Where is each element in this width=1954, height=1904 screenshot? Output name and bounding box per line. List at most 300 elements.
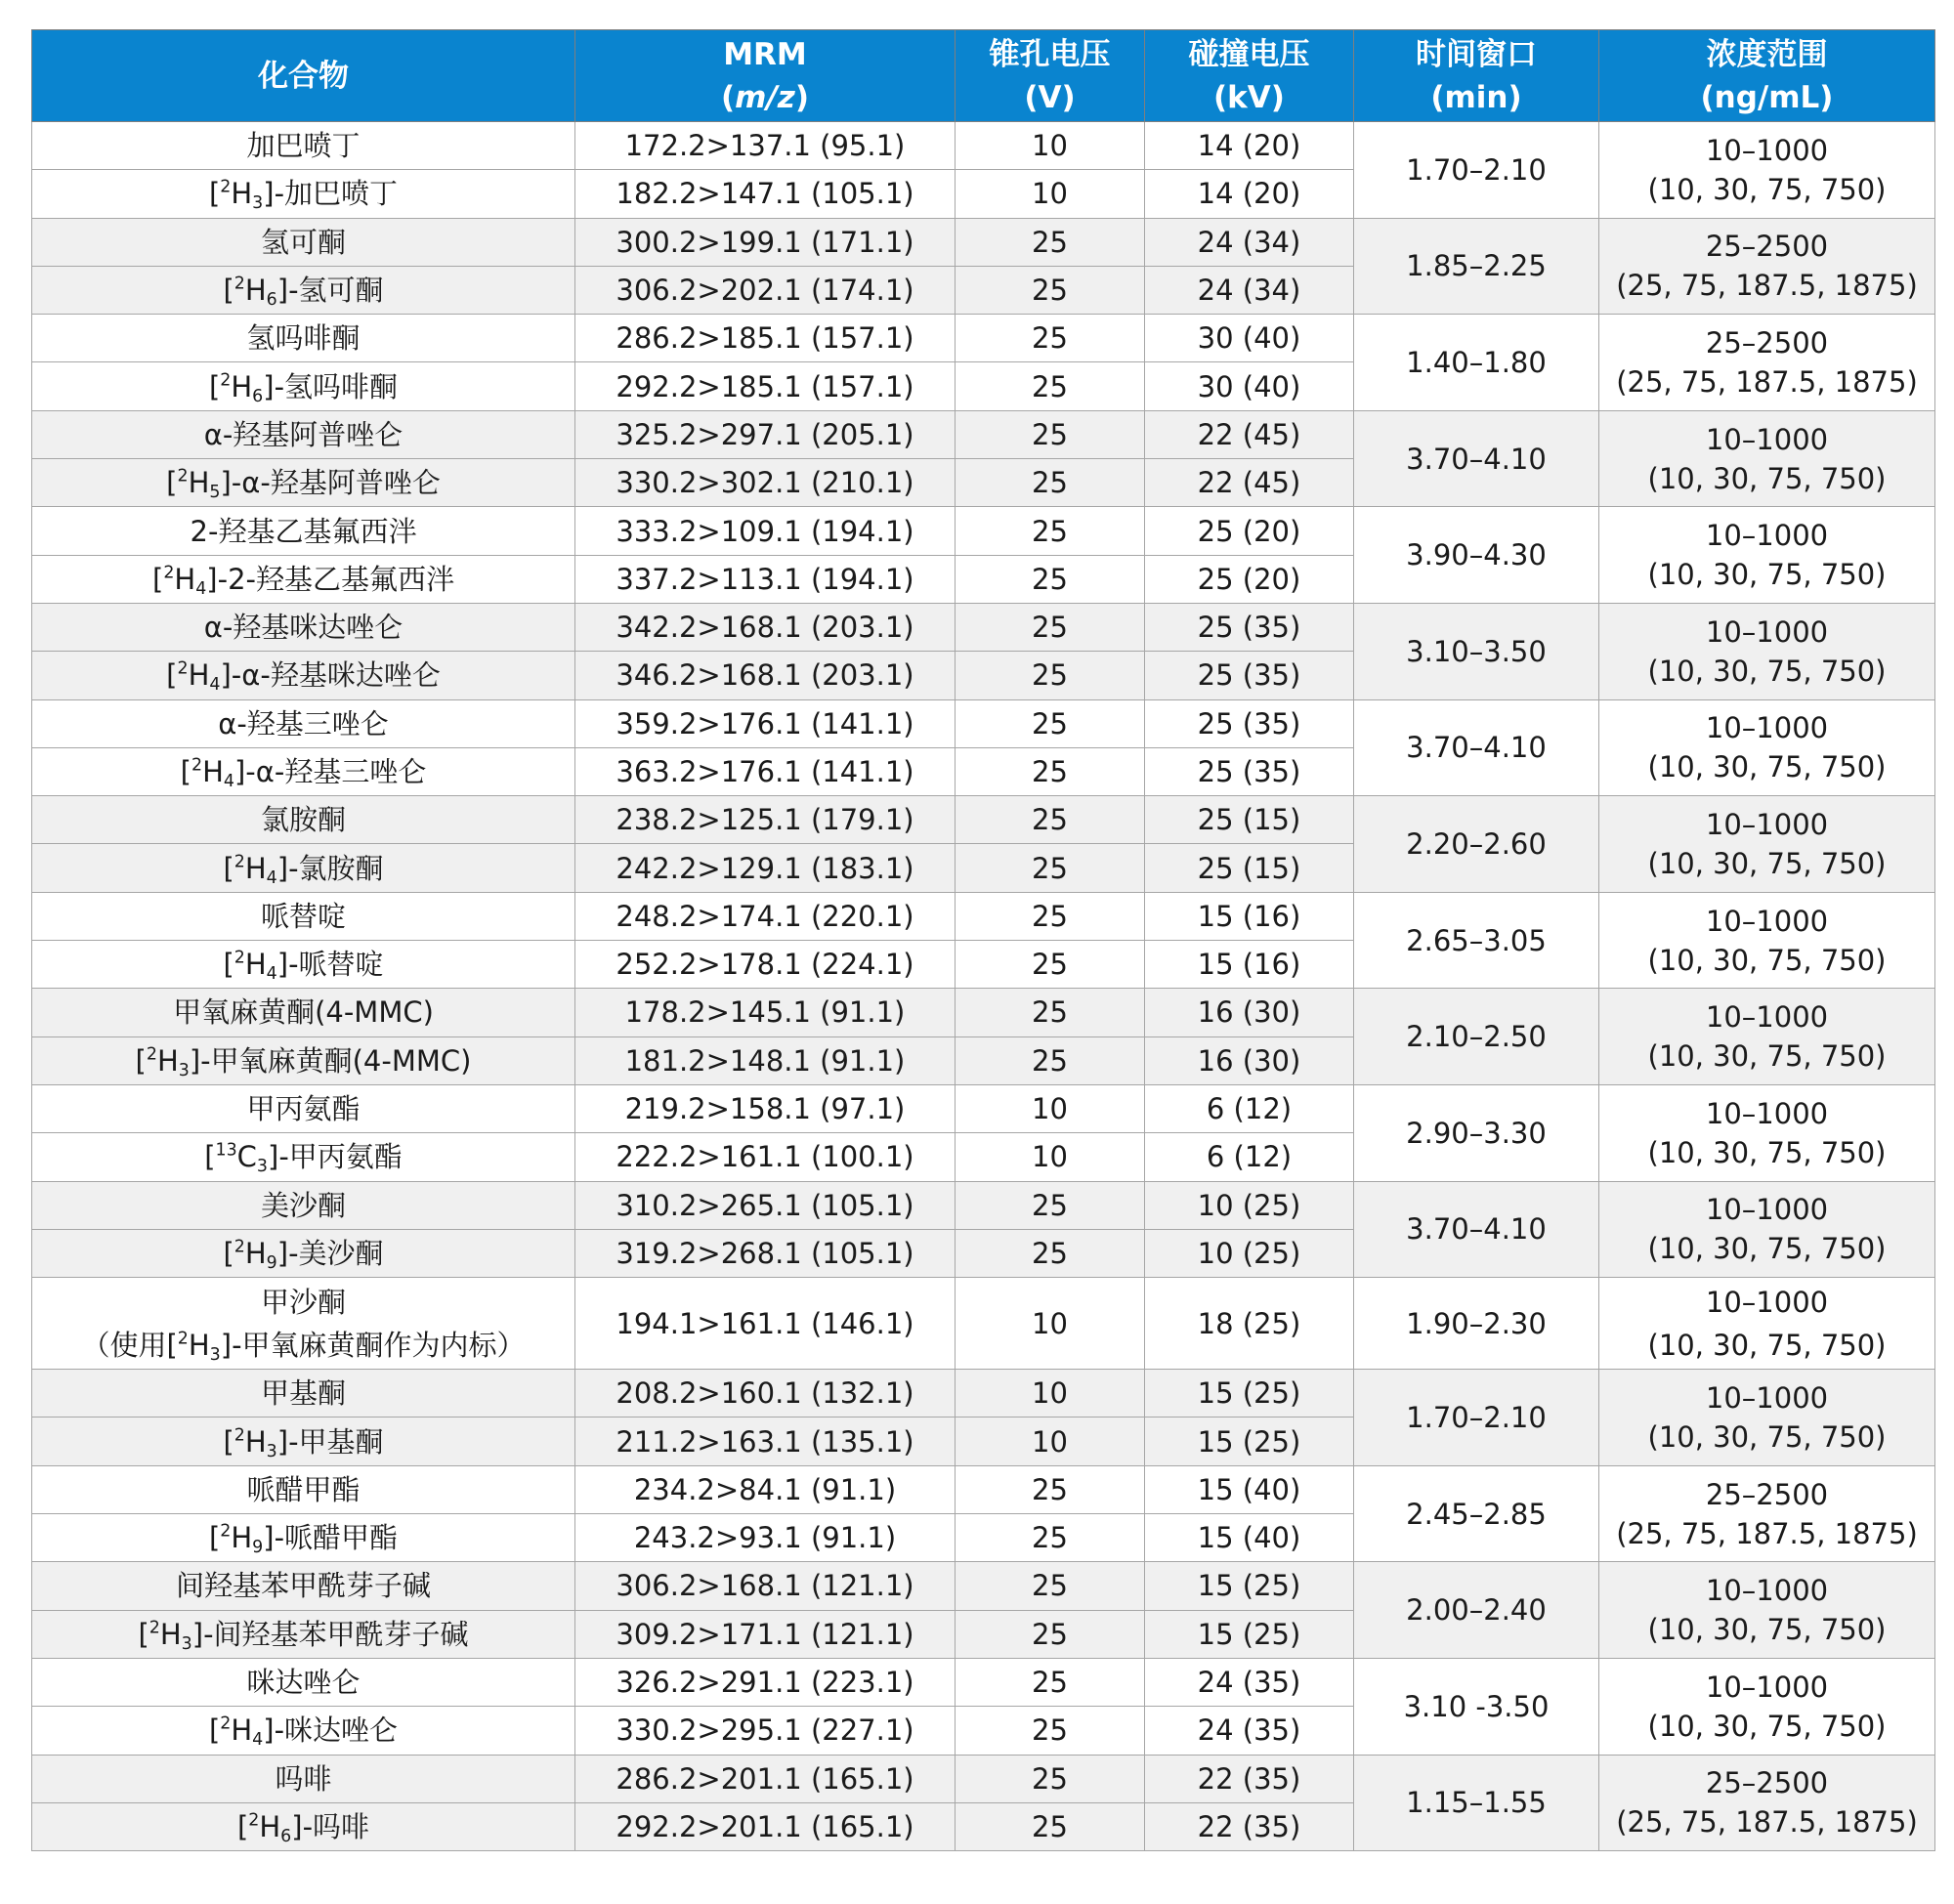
table-row bbox=[32, 1370, 1935, 1417]
mrm-cell bbox=[575, 1229, 956, 1277]
compound-name-suffix: ]-咪达唑仑 bbox=[263, 1714, 399, 1748]
bracket-open: [ bbox=[223, 274, 234, 308]
collision-voltage: 22 (45) bbox=[1197, 466, 1301, 500]
time-window: 2.20–2.60 bbox=[1406, 826, 1547, 861]
calibration-levels: (10, 30, 75, 750) bbox=[1647, 1328, 1887, 1362]
collision-voltage: 6 (12) bbox=[1206, 1092, 1293, 1126]
collision-voltage-cell bbox=[1145, 941, 1354, 989]
compound-name: 甲基酮 bbox=[260, 1376, 346, 1411]
mrm-cell bbox=[575, 844, 956, 892]
isotope-count: 4 bbox=[209, 675, 221, 696]
mrm-cell bbox=[575, 1278, 956, 1370]
cone-voltage-cell bbox=[956, 1133, 1145, 1181]
collision-voltage-cell bbox=[1145, 892, 1354, 940]
compound-name: 甲丙氨酯 bbox=[246, 1092, 361, 1126]
mrm-transition: 346.2>168.1 (203.1) bbox=[616, 658, 914, 693]
compound-cell bbox=[32, 1084, 575, 1132]
compound-name: 哌醋甲酯 bbox=[246, 1472, 361, 1506]
time-window-cell bbox=[1354, 796, 1599, 893]
compound-note bbox=[36, 1324, 571, 1367]
mrm-cell bbox=[575, 555, 956, 603]
table-row bbox=[32, 1658, 1935, 1706]
collision-voltage: 16 (30) bbox=[1197, 995, 1301, 1030]
collision-voltage-cell bbox=[1145, 218, 1354, 266]
collision-voltage: 22 (35) bbox=[1197, 1809, 1301, 1843]
collision-voltage-cell bbox=[1145, 1084, 1354, 1132]
isotope-mass: 2 bbox=[248, 1810, 260, 1831]
mrm-cell bbox=[575, 218, 956, 266]
cone-voltage-cell bbox=[956, 218, 1145, 266]
isotope-element: H bbox=[244, 851, 267, 885]
collision-voltage-cell bbox=[1145, 315, 1354, 362]
isotope-count: 3 bbox=[266, 1441, 277, 1461]
mrm-cell bbox=[575, 989, 956, 1037]
isotope-mass: 2 bbox=[234, 852, 245, 872]
isotope-count: 9 bbox=[266, 1253, 277, 1274]
cone-voltage-cell bbox=[956, 652, 1145, 699]
mrm-transition: 234.2>84.1 (91.1) bbox=[633, 1472, 897, 1506]
mrm-cell bbox=[575, 1610, 956, 1658]
compound-cell bbox=[32, 1181, 575, 1229]
mrm-transition: 242.2>129.1 (183.1) bbox=[616, 851, 914, 885]
mrm-transition: 326.2>291.1 (223.1) bbox=[616, 1666, 914, 1700]
isotope-mass: 2 bbox=[146, 1044, 157, 1065]
collision-voltage: 25 (20) bbox=[1197, 514, 1301, 548]
mrm-cell bbox=[575, 1037, 956, 1084]
bracket-open: [ bbox=[180, 755, 191, 788]
time-window: 3.90–4.30 bbox=[1406, 538, 1547, 572]
cone-voltage: 25 bbox=[1032, 1666, 1068, 1700]
mrm-cell bbox=[575, 410, 956, 458]
labeled-compound-name bbox=[136, 1044, 472, 1078]
compound-mrm-table bbox=[31, 29, 1935, 1851]
isotope-count: 3 bbox=[256, 1157, 268, 1177]
concentration-range: 10–1000 bbox=[1705, 807, 1829, 841]
mrm-cell bbox=[575, 1370, 956, 1417]
isotope-count: 4 bbox=[266, 964, 277, 985]
time-window-cell bbox=[1354, 507, 1599, 604]
table-row bbox=[32, 603, 1935, 651]
compound-cell bbox=[32, 941, 575, 989]
labeled-compound-name bbox=[204, 1140, 403, 1177]
labeled-compound-name bbox=[223, 851, 384, 888]
compound-name: 间羟基苯甲酰芽子碱 bbox=[175, 1569, 431, 1603]
cone-voltage-cell bbox=[956, 410, 1145, 458]
mrm-transition: 211.2>163.1 (135.1) bbox=[616, 1424, 914, 1459]
collision-voltage-cell bbox=[1145, 652, 1354, 699]
time-window-cell bbox=[1354, 1755, 1599, 1851]
mrm-cell bbox=[575, 1514, 956, 1562]
labeled-compound-name bbox=[223, 1425, 383, 1459]
concentration-range: 10–1000 bbox=[1705, 1670, 1829, 1704]
collision-voltage: 22 (45) bbox=[1197, 417, 1301, 451]
cone-voltage: 25 bbox=[1032, 562, 1068, 596]
concentration-range: 10–1000 bbox=[1705, 1574, 1829, 1608]
compound-cell bbox=[32, 844, 575, 892]
compound-cell bbox=[32, 747, 575, 795]
table-row bbox=[32, 507, 1935, 555]
labeled-compound-name bbox=[180, 755, 427, 792]
mrm-cell bbox=[575, 747, 956, 795]
concentration-range-cell bbox=[1599, 507, 1935, 604]
compound-name-suffix: ]-氯胺酮 bbox=[276, 851, 384, 885]
compound-cell bbox=[32, 796, 575, 844]
time-window: 3.70–4.10 bbox=[1406, 1212, 1547, 1247]
mrm-transition: 181.2>148.1 (91.1) bbox=[624, 1043, 906, 1078]
collision-voltage: 25 (15) bbox=[1197, 803, 1301, 837]
cone-voltage: 25 bbox=[1032, 1472, 1068, 1506]
mrm-cell bbox=[575, 603, 956, 651]
bracket-open: [ bbox=[152, 562, 164, 596]
labeled-compound-name bbox=[223, 948, 384, 985]
compound-name: 哌替啶 bbox=[260, 899, 346, 933]
mrm-transition: 222.2>161.1 (100.1) bbox=[616, 1140, 914, 1174]
isotope-mass: 2 bbox=[149, 1618, 160, 1638]
isotope-element: H bbox=[202, 755, 224, 788]
collision-voltage-cell bbox=[1145, 362, 1354, 410]
isotope-count: 3 bbox=[252, 193, 264, 214]
collision-voltage: 24 (35) bbox=[1197, 1666, 1301, 1700]
cone-voltage: 25 bbox=[1032, 1188, 1068, 1222]
mrm-cell bbox=[575, 459, 956, 507]
collision-voltage-cell bbox=[1145, 1755, 1354, 1802]
cone-voltage-cell bbox=[956, 555, 1145, 603]
compound-cell bbox=[32, 1278, 575, 1370]
note-prefix: （使用[ bbox=[81, 1328, 178, 1362]
labeled-compound-name bbox=[236, 1809, 370, 1847]
collision-voltage: 25 (15) bbox=[1197, 851, 1301, 885]
mrm-transition: 342.2>168.1 (203.1) bbox=[616, 611, 914, 645]
cone-voltage-cell bbox=[956, 266, 1145, 314]
compound-name: 甲氧麻黄酮(4-MMC) bbox=[173, 995, 434, 1030]
collision-voltage: 15 (40) bbox=[1197, 1472, 1301, 1506]
isotope-mass: 2 bbox=[234, 1425, 245, 1446]
isotope-count: 6 bbox=[266, 290, 277, 311]
header-cone-unit: (V) bbox=[1024, 79, 1076, 115]
cone-voltage-cell bbox=[956, 1370, 1145, 1417]
collision-voltage: 15 (40) bbox=[1197, 1521, 1301, 1555]
time-window-cell bbox=[1354, 892, 1599, 989]
compound-name: 咪达唑仑 bbox=[246, 1666, 361, 1700]
isotope-element: H bbox=[231, 177, 253, 211]
collision-voltage-cell bbox=[1145, 699, 1354, 747]
collision-voltage: 22 (35) bbox=[1197, 1761, 1301, 1796]
time-window: 1.85–2.25 bbox=[1406, 249, 1547, 283]
concentration-range: 10–1000 bbox=[1705, 133, 1829, 167]
mrm-transition: 363.2>176.1 (141.1) bbox=[616, 755, 914, 788]
collision-voltage: 15 (25) bbox=[1197, 1617, 1301, 1651]
collision-voltage-cell bbox=[1145, 1514, 1354, 1562]
cone-voltage-cell bbox=[956, 362, 1145, 410]
labeled-compound-name bbox=[166, 466, 441, 503]
compound-cell bbox=[32, 603, 575, 651]
time-window-cell bbox=[1354, 1465, 1599, 1562]
time-window: 1.70–2.10 bbox=[1406, 152, 1547, 187]
collision-voltage-cell bbox=[1145, 1417, 1354, 1465]
cone-voltage-cell bbox=[956, 1417, 1145, 1465]
compound-cell bbox=[32, 1465, 575, 1513]
isotope-mass: 2 bbox=[163, 563, 175, 583]
mrm-transition: 330.2>302.1 (210.1) bbox=[616, 466, 914, 500]
concentration-range-cell bbox=[1599, 699, 1935, 796]
cone-voltage: 10 bbox=[1032, 1092, 1068, 1126]
header-row bbox=[32, 30, 1935, 122]
mrm-cell bbox=[575, 266, 956, 314]
compound-name: 氢吗啡酮 bbox=[246, 321, 361, 356]
calibration-levels: (25, 75, 187.5, 1875) bbox=[1616, 269, 1918, 303]
bracket-open: [ bbox=[208, 177, 221, 211]
mrm-cell bbox=[575, 699, 956, 747]
bracket-open: [ bbox=[135, 1043, 147, 1078]
collision-voltage-cell bbox=[1145, 1802, 1354, 1850]
compound-name: 加巴喷丁 bbox=[246, 129, 361, 163]
mrm-transition: 319.2>268.1 (105.1) bbox=[616, 1236, 914, 1270]
mrm-cell bbox=[575, 1755, 956, 1802]
calibration-levels: (10, 30, 75, 750) bbox=[1647, 558, 1887, 592]
collision-voltage-cell bbox=[1145, 555, 1354, 603]
isotope-element: H bbox=[231, 369, 253, 403]
bracket-open: [ bbox=[166, 658, 178, 693]
cone-voltage-cell bbox=[956, 1755, 1145, 1802]
collision-voltage: 6 (12) bbox=[1206, 1140, 1293, 1174]
bracket-open: [ bbox=[204, 1140, 216, 1174]
cone-voltage-cell bbox=[956, 796, 1145, 844]
concentration-range-cell bbox=[1599, 1755, 1935, 1851]
calibration-levels: (25, 75, 187.5, 1875) bbox=[1616, 1805, 1918, 1840]
compound-cell bbox=[32, 1037, 575, 1084]
time-window: 3.10–3.50 bbox=[1406, 634, 1547, 668]
concentration-range-cell bbox=[1599, 1181, 1935, 1278]
isotope-element: H bbox=[174, 562, 196, 596]
isotope-element: H bbox=[188, 1328, 210, 1362]
header-window-label: 时间窗口 bbox=[1416, 36, 1537, 72]
isotope-mass: 2 bbox=[220, 1714, 232, 1735]
cone-voltage: 25 bbox=[1032, 1761, 1068, 1796]
mrm-transition: 310.2>265.1 (105.1) bbox=[616, 1188, 914, 1222]
compound-name: 甲沙酮 bbox=[260, 1285, 346, 1319]
time-window-cell bbox=[1354, 410, 1599, 507]
collision-voltage-cell bbox=[1145, 1229, 1354, 1277]
mrm-transition: 292.2>201.1 (165.1) bbox=[616, 1809, 914, 1843]
table-row bbox=[32, 1465, 1935, 1513]
header-compound bbox=[32, 30, 575, 122]
calibration-levels: (10, 30, 75, 750) bbox=[1647, 1419, 1887, 1454]
collision-voltage: 24 (35) bbox=[1197, 1714, 1301, 1748]
concentration-range: 25–2500 bbox=[1705, 325, 1829, 360]
collision-voltage: 15 (25) bbox=[1197, 1569, 1301, 1603]
isotope-mass: 2 bbox=[177, 659, 189, 680]
collision-voltage: 10 (25) bbox=[1197, 1188, 1301, 1222]
compound-cell bbox=[32, 1658, 575, 1706]
cone-voltage-cell bbox=[956, 1037, 1145, 1084]
calibration-levels: (25, 75, 187.5, 1875) bbox=[1616, 364, 1918, 399]
compound-name-suffix: ]-吗啡 bbox=[291, 1809, 370, 1843]
mrm-transition: 178.2>145.1 (91.1) bbox=[624, 995, 906, 1030]
isotope-element: H bbox=[259, 1809, 281, 1843]
concentration-range: 10–1000 bbox=[1705, 1000, 1829, 1035]
time-window-cell bbox=[1354, 989, 1599, 1085]
isotope-element: H bbox=[244, 1236, 267, 1270]
cone-voltage: 25 bbox=[1032, 274, 1068, 308]
cone-voltage: 10 bbox=[1032, 1306, 1068, 1340]
cone-voltage-cell bbox=[956, 1514, 1145, 1562]
cone-voltage: 10 bbox=[1032, 1424, 1068, 1459]
cone-voltage-cell bbox=[956, 892, 1145, 940]
isotope-count: 5 bbox=[209, 483, 221, 503]
mrm-transition: 172.2>137.1 (95.1) bbox=[624, 129, 906, 163]
compound-cell bbox=[32, 989, 575, 1037]
mrm-cell bbox=[575, 652, 956, 699]
compound-name-suffix: ]-氢可酮 bbox=[276, 274, 384, 308]
cone-voltage: 25 bbox=[1032, 225, 1068, 259]
time-window: 1.15–1.55 bbox=[1406, 1786, 1547, 1820]
collision-voltage: 15 (16) bbox=[1197, 948, 1301, 982]
compound-name-suffix: ]-α-羟基阿普唑仑 bbox=[220, 466, 441, 500]
time-window-cell bbox=[1354, 1658, 1599, 1755]
cone-voltage-cell bbox=[956, 989, 1145, 1037]
compound-name-suffix: ]-哌醋甲酯 bbox=[263, 1521, 399, 1555]
concentration-range: 25–2500 bbox=[1705, 1477, 1829, 1511]
cone-voltage-cell bbox=[956, 315, 1145, 362]
collision-voltage-cell bbox=[1145, 1658, 1354, 1706]
collision-voltage-cell bbox=[1145, 1278, 1354, 1370]
mrm-transition: 325.2>297.1 (205.1) bbox=[616, 417, 914, 451]
isotope-count: 4 bbox=[266, 867, 277, 888]
concentration-range-cell bbox=[1599, 892, 1935, 989]
time-window: 1.40–1.80 bbox=[1406, 345, 1547, 379]
collision-voltage: 25 (35) bbox=[1197, 755, 1301, 788]
compound-cell bbox=[32, 1610, 575, 1658]
collision-voltage: 24 (34) bbox=[1197, 274, 1301, 308]
cone-voltage-cell bbox=[956, 507, 1145, 555]
mrm-transition: 243.2>93.1 (91.1) bbox=[633, 1521, 897, 1555]
concentration-range: 10–1000 bbox=[1705, 1096, 1829, 1130]
isotope-count: 3 bbox=[178, 1061, 190, 1080]
labeled-compound-name bbox=[223, 274, 384, 311]
collision-voltage: 25 (35) bbox=[1197, 611, 1301, 645]
cone-voltage: 25 bbox=[1032, 1236, 1068, 1270]
concentration-range-cell bbox=[1599, 989, 1935, 1085]
isotope-count: 4 bbox=[252, 1730, 264, 1751]
cone-voltage: 25 bbox=[1032, 899, 1068, 933]
concentration-range: 25–2500 bbox=[1705, 1766, 1829, 1800]
collision-voltage-cell bbox=[1145, 122, 1354, 170]
concentration-range: 10–1000 bbox=[1705, 422, 1829, 456]
mrm-transition: 286.2>201.1 (165.1) bbox=[616, 1761, 914, 1796]
cone-voltage-cell bbox=[956, 122, 1145, 170]
compound-cell bbox=[32, 122, 575, 170]
isotope-mass: 2 bbox=[177, 1329, 189, 1349]
concentration-range: 25–2500 bbox=[1705, 230, 1829, 264]
time-window: 2.45–2.85 bbox=[1406, 1497, 1547, 1531]
isotope-mass: 13 bbox=[215, 1141, 237, 1162]
mrm-cell bbox=[575, 170, 956, 218]
cone-voltage: 10 bbox=[1032, 1140, 1068, 1174]
cone-voltage: 25 bbox=[1032, 755, 1068, 788]
table-row bbox=[32, 1278, 1935, 1370]
mrm-transition: 238.2>125.1 (179.1) bbox=[616, 803, 914, 837]
header-range-unit: (ng/mL) bbox=[1700, 79, 1834, 115]
mrm-cell bbox=[575, 796, 956, 844]
table-header bbox=[32, 30, 1935, 122]
calibration-levels: (10, 30, 75, 750) bbox=[1647, 654, 1887, 688]
compound-name-suffix: ]-α-羟基三唑仑 bbox=[234, 755, 427, 788]
mrm-transition: 219.2>158.1 (97.1) bbox=[624, 1092, 906, 1126]
compound-name-suffix: ]-甲基酮 bbox=[276, 1424, 384, 1459]
labeled-compound-name bbox=[166, 658, 441, 696]
collision-voltage: 15 (25) bbox=[1197, 1376, 1301, 1411]
concentration-range-cell bbox=[1599, 218, 1935, 315]
time-window: 3.70–4.10 bbox=[1406, 731, 1547, 765]
table-row bbox=[32, 1755, 1935, 1802]
cone-voltage: 25 bbox=[1032, 369, 1068, 403]
labeled-compound-name bbox=[138, 1617, 469, 1654]
mrm-cell bbox=[575, 315, 956, 362]
time-window-cell bbox=[1354, 603, 1599, 699]
labeled-compound-name bbox=[208, 369, 399, 406]
compound-cell bbox=[32, 699, 575, 747]
time-window-cell bbox=[1354, 1278, 1599, 1370]
bracket-open: [ bbox=[208, 1521, 221, 1555]
header-window-unit: (min) bbox=[1430, 79, 1522, 115]
time-window: 1.90–2.30 bbox=[1406, 1306, 1547, 1340]
calibration-levels: (10, 30, 75, 750) bbox=[1647, 1709, 1887, 1743]
mrm-cell bbox=[575, 892, 956, 940]
compound-cell bbox=[32, 507, 575, 555]
concentration-range-cell bbox=[1599, 1370, 1935, 1466]
table-row bbox=[32, 989, 1935, 1037]
cone-voltage: 25 bbox=[1032, 466, 1068, 500]
cone-voltage-cell bbox=[956, 699, 1145, 747]
cone-voltage: 25 bbox=[1032, 1521, 1068, 1555]
labeled-compound-name bbox=[208, 1714, 399, 1751]
labeled-compound-name bbox=[208, 1521, 399, 1558]
isotope-count: 6 bbox=[252, 386, 264, 406]
isotope-element: H bbox=[244, 948, 267, 982]
collision-voltage: 15 (25) bbox=[1197, 1424, 1301, 1459]
mrm-cell bbox=[575, 1133, 956, 1181]
concentration-range-cell bbox=[1599, 796, 1935, 893]
compound-name: 氢可酮 bbox=[260, 225, 346, 259]
cone-voltage: 25 bbox=[1032, 417, 1068, 451]
cone-voltage: 25 bbox=[1032, 706, 1068, 740]
cone-voltage: 10 bbox=[1032, 177, 1068, 211]
bracket-open: [ bbox=[208, 369, 221, 403]
mrm-cell bbox=[575, 1802, 956, 1850]
isotope-count: 3 bbox=[181, 1633, 192, 1654]
isotope-mass: 2 bbox=[220, 178, 232, 198]
collision-voltage-cell bbox=[1145, 170, 1354, 218]
mrm-cell bbox=[575, 1465, 956, 1513]
header-compound-label: 化合物 bbox=[258, 58, 349, 94]
isotope-element: H bbox=[244, 1424, 267, 1459]
collision-voltage: 10 (25) bbox=[1197, 1236, 1301, 1270]
time-window-cell bbox=[1354, 699, 1599, 796]
compound-name: α-羟基咪达唑仑 bbox=[203, 611, 404, 645]
collision-voltage: 25 (35) bbox=[1197, 658, 1301, 693]
compound-name-suffix: ]-2-羟基乙基氟西泮 bbox=[206, 562, 454, 596]
note-suffix: ]-甲氧麻黄酮作为内标） bbox=[220, 1328, 526, 1362]
concentration-range-cell bbox=[1599, 603, 1935, 699]
mrm-cell bbox=[575, 1084, 956, 1132]
calibration-levels: (10, 30, 75, 750) bbox=[1647, 943, 1887, 977]
collision-voltage: 15 (16) bbox=[1197, 899, 1301, 933]
calibration-levels: (10, 30, 75, 750) bbox=[1647, 461, 1887, 495]
table-row bbox=[32, 1562, 1935, 1610]
collision-voltage-cell bbox=[1145, 989, 1354, 1037]
bracket-open: [ bbox=[138, 1617, 149, 1651]
mrm-transition: 208.2>160.1 (132.1) bbox=[616, 1376, 914, 1411]
